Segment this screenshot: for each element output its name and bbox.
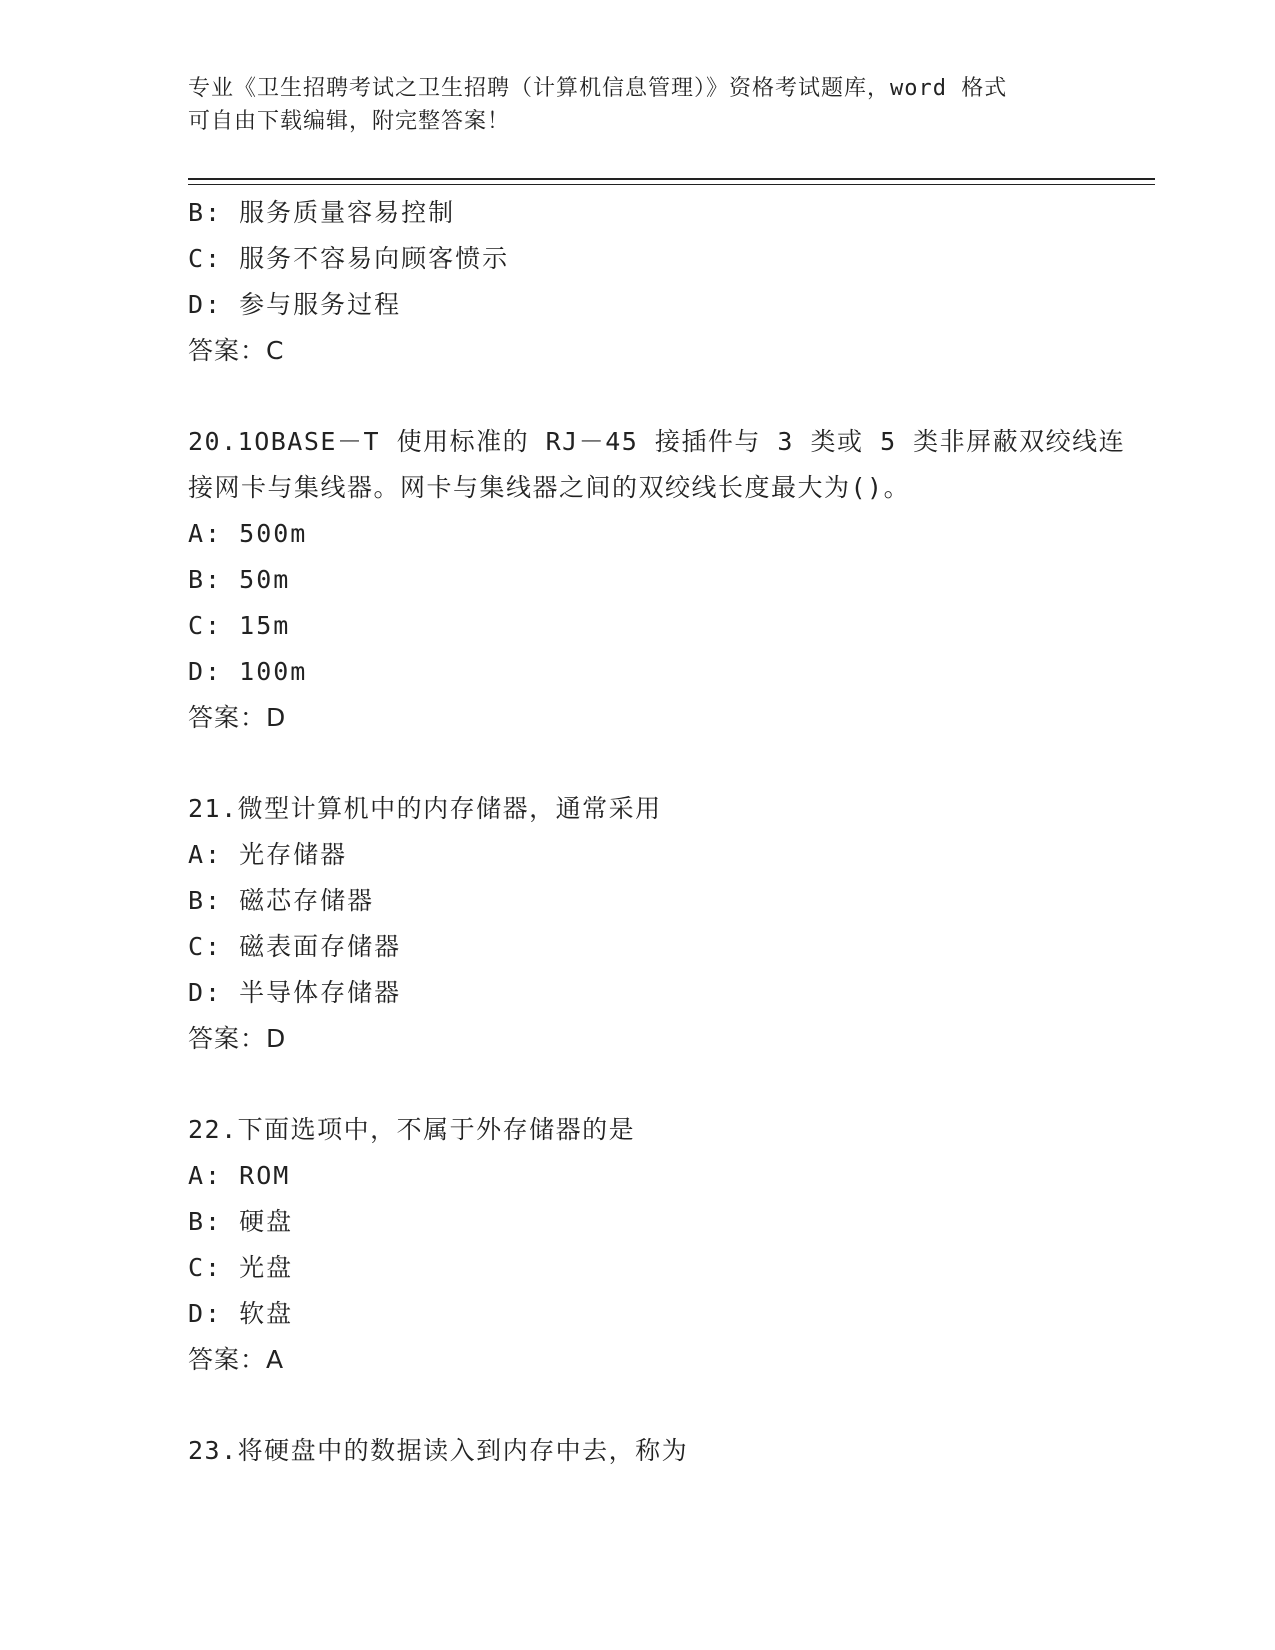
- option-b: B: 磁芯存储器: [188, 886, 375, 915]
- question-list: [188, 190, 1148, 1474]
- question-block-20: [188, 419, 1148, 741]
- option-b: B: 硬盘: [188, 1207, 294, 1236]
- option-a: A: 光存储器: [188, 840, 348, 869]
- option-d: D: 半导体存储器: [188, 978, 402, 1007]
- option-d: D: 参与服务过程: [188, 290, 402, 319]
- option-b: B: 50m: [188, 565, 291, 594]
- answer-line: 答案：D: [188, 1024, 287, 1053]
- question-block-22: [188, 1107, 1148, 1383]
- question-stem-line: 20.1OBASE－T 使用标准的 RJ－45 接插件与 3 类或 5 类非屏蔽双绞线连: [188, 427, 1126, 456]
- option-b: B: 服务质量容易控制: [188, 198, 456, 227]
- header-line-1: 专业《卫生招聘考试之卫生招聘（计算机信息管理）》资格考试题库，word 格式: [188, 76, 1008, 101]
- question-block-23: [188, 1428, 1148, 1474]
- option-c: C: 15m: [188, 611, 291, 640]
- option-c: C: 服务不容易向顾客愤示: [188, 244, 510, 273]
- option-d: D: 100m: [188, 657, 308, 686]
- header-line-2: 可自由下载编辑，附完整答案！: [188, 109, 511, 134]
- answer-line: 答案：D: [188, 703, 287, 732]
- question-stem-line: 22.下面选项中，不属于外存储器的是: [188, 1115, 636, 1144]
- option-c: C: 磁表面存储器: [188, 932, 402, 961]
- option-d: D: 软盘: [188, 1299, 294, 1328]
- option-a: A: ROM: [188, 1161, 291, 1190]
- question-block-21: [188, 786, 1148, 1062]
- document-header: [188, 72, 1088, 138]
- answer-line: 答案：A: [188, 1345, 285, 1374]
- question-stem-line: 21.微型计算机中的内存储器，通常采用: [188, 794, 662, 823]
- question-stem-line: 接网卡与集线器。网卡与集线器之间的双绞线长度最大为()。: [188, 473, 911, 502]
- option-c: C: 光盘: [188, 1253, 294, 1282]
- header-rule-thick: [188, 178, 1155, 180]
- header-rule-thin: [188, 184, 1155, 185]
- question-stem-line: 23.将硬盘中的数据读入到内存中去，称为: [188, 1436, 689, 1465]
- question-block-prev: [188, 190, 1148, 374]
- answer-line: 答案：C: [188, 336, 285, 365]
- option-a: A: 500m: [188, 519, 308, 548]
